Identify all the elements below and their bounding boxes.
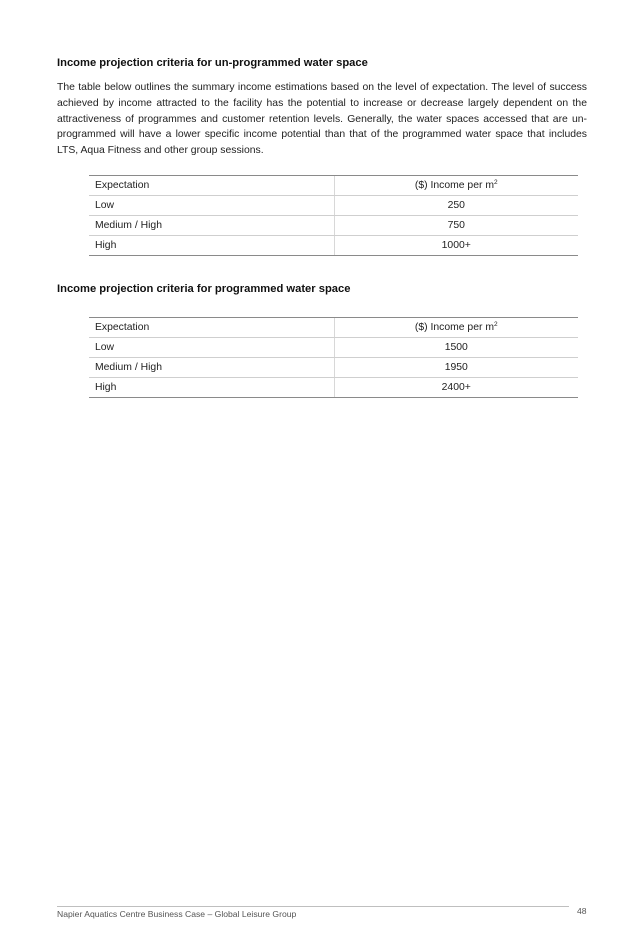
expectation-cell: High bbox=[89, 236, 334, 256]
table-row bbox=[89, 216, 578, 236]
income-cell: 1000+ bbox=[334, 236, 578, 256]
table-row bbox=[89, 378, 578, 398]
expectation-cell: Medium / High bbox=[89, 216, 334, 236]
income-cell: 1500 bbox=[334, 338, 578, 358]
expectation-header: Expectation bbox=[89, 176, 334, 196]
income-header: ($) Income per $m^2$ bbox=[334, 176, 578, 196]
footer-divider bbox=[57, 906, 569, 907]
section-heading-unprogrammed: Income projection criteria for un-programmed water space bbox=[57, 57, 368, 69]
section-heading-programmed: Income projection criteria for programmed water space bbox=[57, 283, 351, 295]
expectation-cell: Low bbox=[89, 196, 334, 216]
income-cell: 750 bbox=[334, 216, 578, 236]
unprogrammed-income-table bbox=[89, 175, 578, 256]
expectation-cell: High bbox=[89, 378, 334, 398]
income-cell: 2400+ bbox=[334, 378, 578, 398]
page-number: 48 bbox=[577, 906, 587, 916]
intro-paragraph: The table below outlines the summary income estimations based on the level of expectation. The level of success achieved by income attracted to the facility has the potential to increase or decrease largely dependent on the attractiveness of programmes and customer retention levels. Generally, the water spaces accessed that are un-programmed will have a lower specific income potential than that of the programmed water space that includes LTS, Aqua Fitness and other group sessions. bbox=[57, 82, 587, 157]
programmed-income-table bbox=[89, 317, 578, 398]
table-header-row bbox=[89, 318, 578, 338]
income-header: ($) Income per $m^2$ bbox=[334, 318, 578, 338]
expectation-cell: Low bbox=[89, 338, 334, 358]
table-header-row bbox=[89, 176, 578, 196]
expectation-cell: Medium / High bbox=[89, 358, 334, 378]
table-row bbox=[89, 358, 578, 378]
expectation-header: Expectation bbox=[89, 318, 334, 338]
table-row bbox=[89, 338, 578, 358]
table-row bbox=[89, 236, 578, 256]
table-row bbox=[89, 196, 578, 216]
income-cell: 1950 bbox=[334, 358, 578, 378]
footer-title: Napier Aquatics Centre Business Case – Global Leisure Group bbox=[57, 909, 297, 919]
income-cell: 250 bbox=[334, 196, 578, 216]
